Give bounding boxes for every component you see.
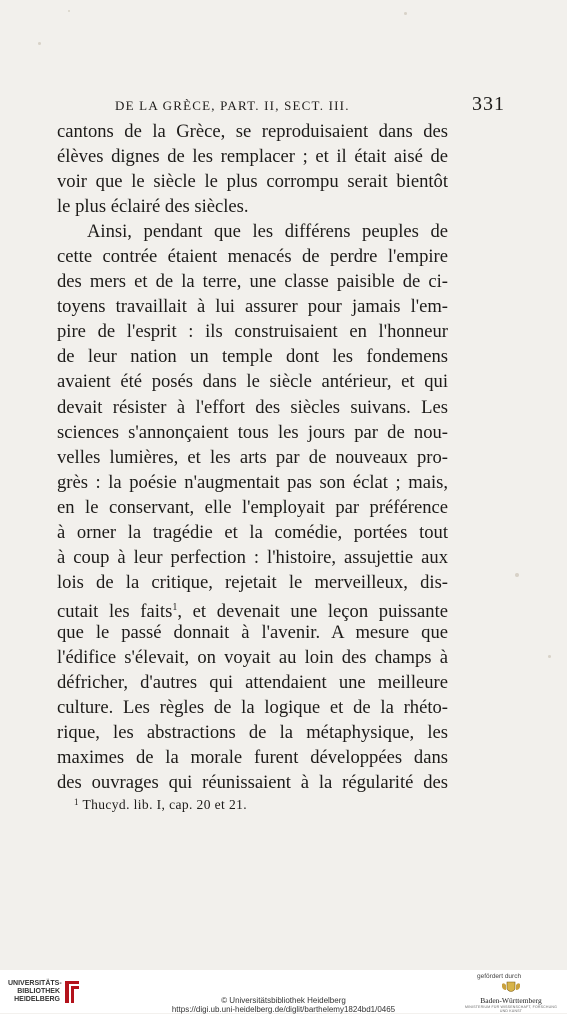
running-title: DE LA GRÈCE, PART. II, SECT. III. bbox=[115, 98, 350, 113]
text-line: en le conservant, elle l'employait par préférence bbox=[57, 496, 448, 518]
text-line: lois de la critique, rejetait le merveilleux, dis- bbox=[57, 571, 448, 593]
text-line: maximes de la morale furent développées dans bbox=[57, 747, 448, 769]
footnote-marker: 1 bbox=[74, 797, 79, 807]
text-line: velles lumières, et les arts par de nouveaux pro- bbox=[57, 446, 448, 468]
text-line-with-footnote bbox=[57, 595, 448, 620]
footnote bbox=[74, 797, 247, 813]
text-line: élèves dignes de les remplacer ; et il était aisé de bbox=[57, 146, 448, 168]
body-text bbox=[57, 119, 448, 795]
text-line: que le passé donnait à l'avenir. A mesure que bbox=[57, 621, 448, 643]
paper-speck bbox=[38, 42, 41, 45]
copyright-text: © Universitätsbibliothek Heidelberg bbox=[221, 996, 346, 1005]
text-line: culture. Les règles de la logique et de la rhéto- bbox=[57, 697, 448, 719]
funder-subtitle: MINISTERIUM FÜR WISSENSCHAFT, FORSCHUNG UND KUNST bbox=[465, 1005, 557, 1013]
text-line: Ainsi, pendant que les différens peuples de bbox=[87, 221, 448, 243]
library-name: UNIVERSITÄTS- BIBLIOTHEK HEIDELBERG bbox=[8, 980, 62, 1003]
crest-icon bbox=[500, 981, 522, 995]
text-line: rique, les abstractions de la métaphysique, les bbox=[57, 722, 448, 744]
text-line: devait résister à l'effort des siècles suivans. Les bbox=[57, 396, 448, 418]
funded-by-label: gefördert durch bbox=[477, 973, 522, 980]
text-line: sciences s'annonçaient tous les jours par de nou- bbox=[57, 421, 448, 443]
text-line: à orner la tragédie et la comédie, portées tout bbox=[57, 521, 448, 543]
page-number: 331 bbox=[472, 93, 505, 115]
text-line: défricher, d'autres qui attendaient une meilleure bbox=[57, 672, 448, 694]
source-url-link[interactable]: https://digi.ub.uni-heidelberg.de/diglit/barthelemy1824bd1/0465 bbox=[171, 1005, 396, 1014]
paper-speck bbox=[404, 12, 407, 15]
text-line: grès : la poésie n'augmentait pas son éclat ; mais, bbox=[57, 471, 448, 493]
text-line: de leur nation un temple dont les fondemens bbox=[57, 346, 448, 368]
text-line: cantons de la Grèce, se reproduisaient dans des bbox=[57, 121, 448, 142]
text-line: à coup à leur perfection : l'histoire, assujettie aux bbox=[57, 546, 448, 568]
text-line: pire de l'esprit : ils construisaient en l'honneur bbox=[57, 321, 448, 343]
viewer-footer bbox=[0, 970, 567, 1013]
text-line: toyens travaillait à lui assurer pour jamais l'em- bbox=[57, 296, 448, 318]
text-line: le plus éclairé des siècles. bbox=[57, 196, 249, 218]
text-line: des mers et de la terre, une classe paisible de ci- bbox=[57, 271, 448, 293]
text-line: des ouvrages qui réunissaient à la régularité des bbox=[57, 772, 448, 794]
text-line: l'édifice s'élevait, on voyait au loin des champs à bbox=[57, 646, 448, 668]
text-line: avaient été posés dans le siècle antérieur, et qui bbox=[57, 371, 448, 393]
paper-speck bbox=[515, 573, 519, 577]
footnote-text: Thucyd. lib. I, cap. 20 et 21. bbox=[82, 797, 248, 812]
text-fragment: cutait les faits bbox=[57, 600, 173, 622]
funder-name: Baden-Württemberg bbox=[480, 996, 542, 1005]
running-head bbox=[55, 93, 505, 116]
text-line: cette contrée étaient menacés de perdre l'empire bbox=[57, 246, 448, 268]
funding-block bbox=[465, 973, 557, 1013]
paper-speck bbox=[548, 655, 551, 658]
text-fragment: , et devenait une leçon puissante bbox=[177, 600, 449, 622]
footnote-ref[interactable]: 1 bbox=[172, 601, 178, 613]
paper-speck bbox=[68, 10, 70, 12]
text-line: voir que le siècle le plus corrompu serait bientôt bbox=[57, 171, 448, 193]
